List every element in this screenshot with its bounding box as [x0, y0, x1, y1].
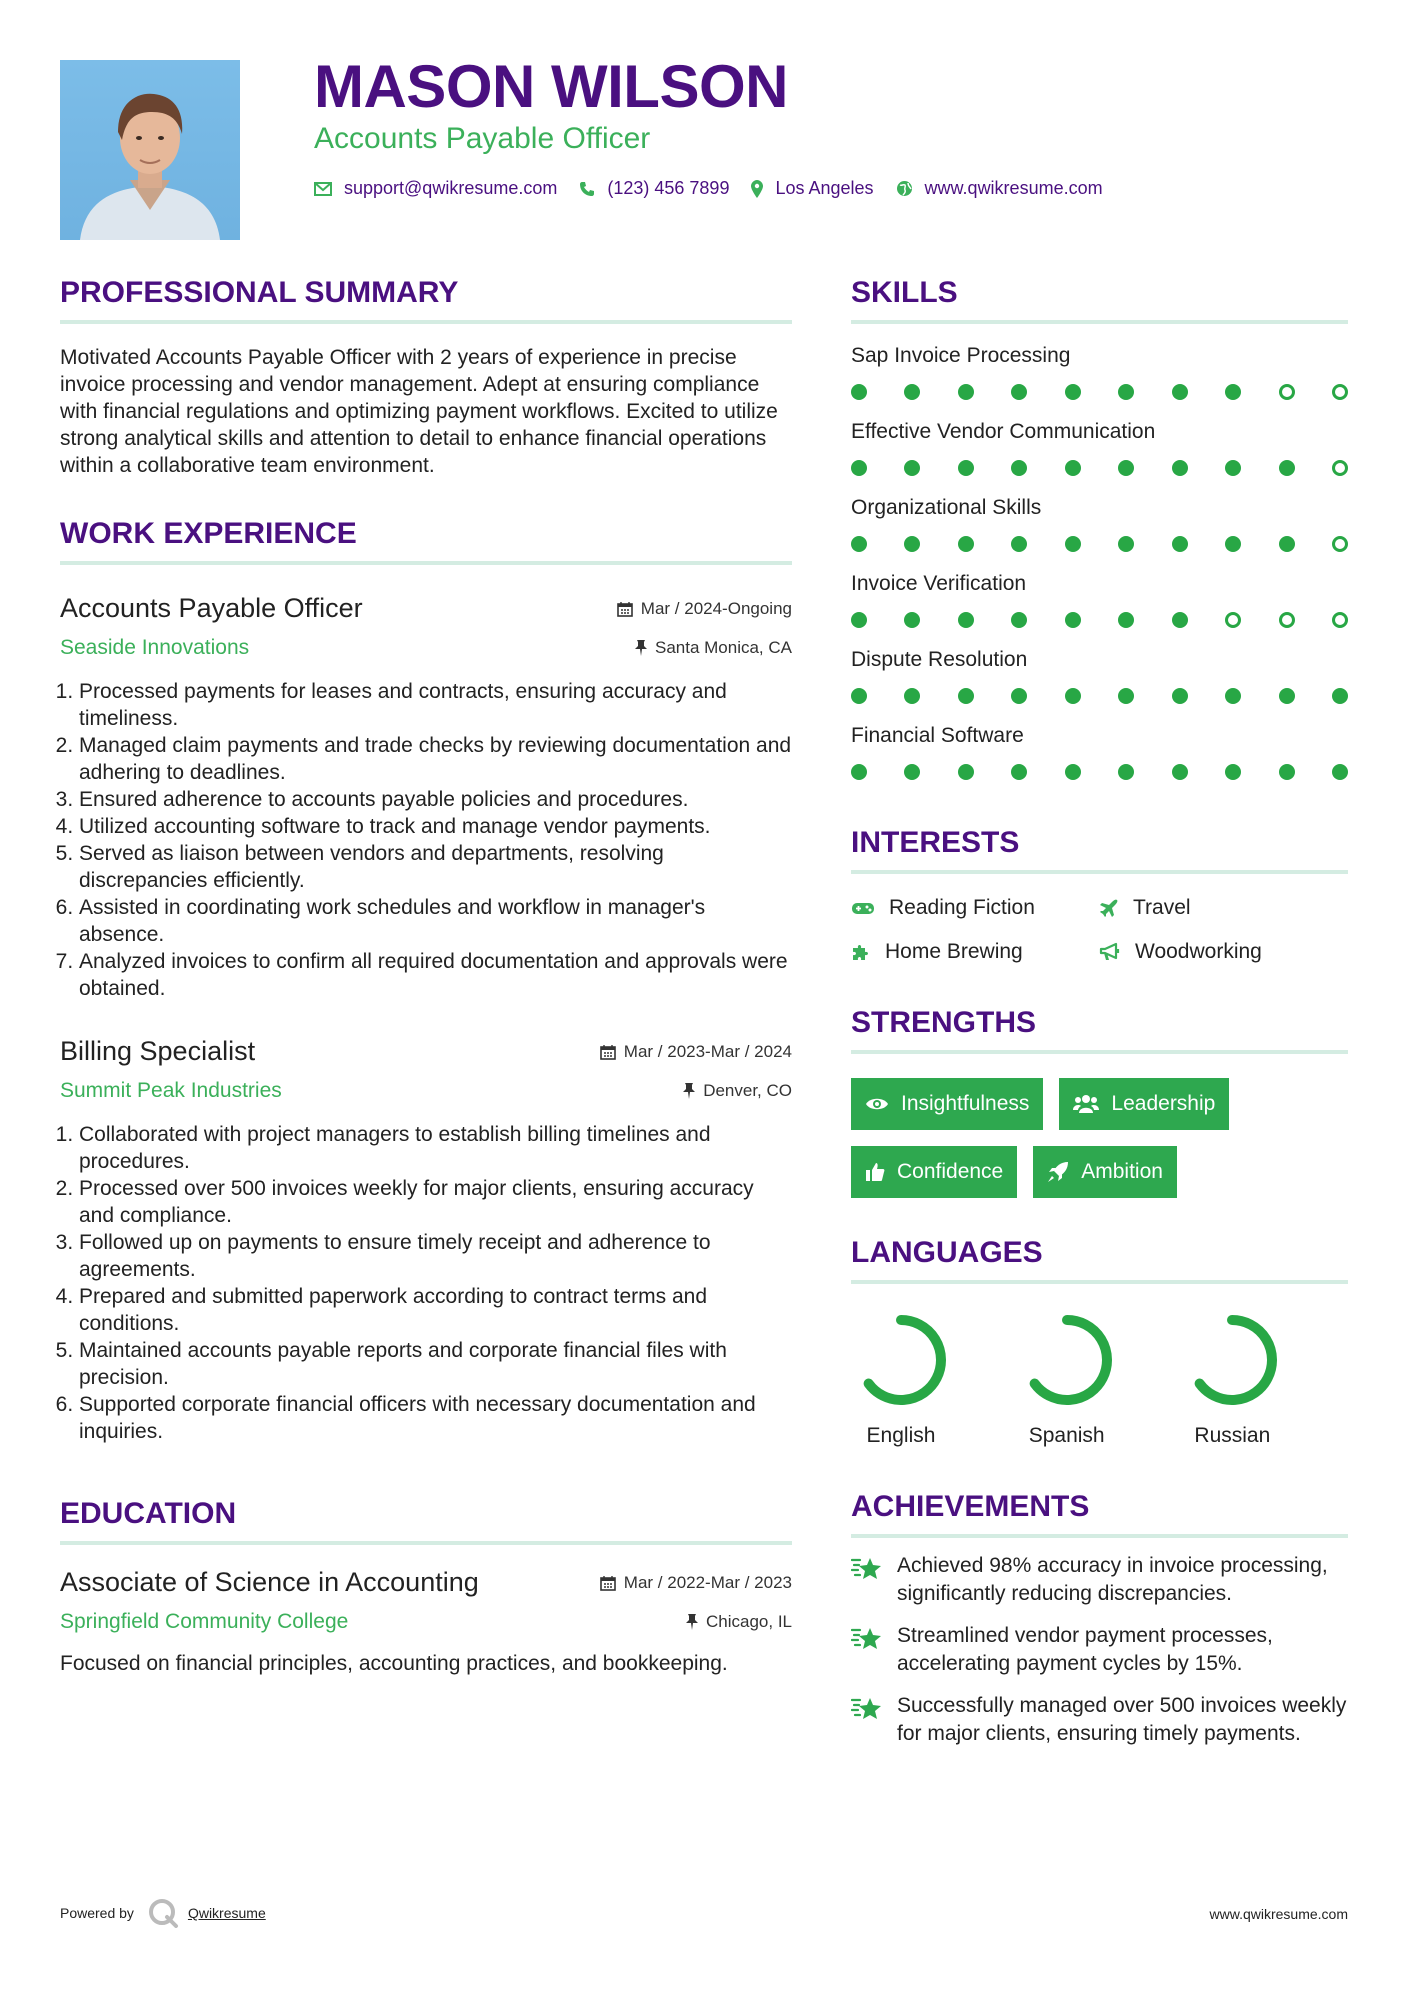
contact-website[interactable]	[896, 178, 1103, 199]
location-text: Los Angeles	[775, 178, 874, 198]
rating-dot-filled	[1065, 688, 1081, 704]
rating-dot-filled	[851, 688, 867, 704]
pushpin-icon	[683, 1083, 695, 1099]
rating-dot-filled	[958, 764, 974, 780]
strength-label: Insightfulness	[901, 1092, 1030, 1115]
rating-dot-filled	[1225, 460, 1241, 476]
skill-name: Financial Software	[851, 724, 1024, 747]
job-date-text: Mar / 2023-Mar / 2024	[623, 1042, 792, 1061]
achievement-item	[851, 1622, 1348, 1678]
powered-by-label: Powered by	[60, 1905, 134, 1921]
rating-dot-filled	[1172, 384, 1188, 400]
skill-rating	[851, 384, 1348, 400]
qwikresume-logo-icon	[148, 1898, 180, 1928]
rating-dot-filled	[904, 460, 920, 476]
globe-icon	[896, 180, 913, 197]
interest-item	[851, 896, 1099, 920]
language-gauge-arc	[869, 1320, 941, 1400]
education-entry	[60, 1567, 792, 1677]
rating-dot-filled	[1011, 384, 1027, 400]
skill-rating	[851, 764, 1348, 780]
rating-dot-empty	[1332, 384, 1348, 400]
rating-dot-filled	[958, 384, 974, 400]
skill-name: Organizational Skills	[851, 496, 1042, 519]
rating-dot-filled	[904, 536, 920, 552]
language-item	[851, 1310, 1017, 1448]
language-item	[1182, 1310, 1348, 1448]
rating-dot-filled	[851, 460, 867, 476]
rating-dot-filled	[1172, 460, 1188, 476]
calendar-icon	[600, 1044, 616, 1060]
skill-item	[851, 572, 1348, 628]
language-name: Russian	[1194, 1424, 1271, 1447]
language-name: Spanish	[1028, 1424, 1105, 1447]
strength-label: Confidence	[897, 1160, 1004, 1183]
bullet-item: 1. Processed payments for leases and contracts, ensuring accuracy and timeliness.	[79, 678, 792, 732]
rating-dot-filled	[958, 688, 974, 704]
rating-dot-filled	[851, 384, 867, 400]
rating-dot-filled	[1118, 460, 1134, 476]
bullet-item: 4. Utilized accounting software to track and manage vendor payments.	[79, 813, 792, 840]
rating-dot-filled	[1279, 460, 1295, 476]
skill-name: Dispute Resolution	[851, 648, 1028, 671]
rating-dot-filled	[1065, 536, 1081, 552]
rating-dot-filled	[1011, 536, 1027, 552]
plane-icon	[1099, 898, 1119, 918]
strengths-heading: STRENGTHS	[851, 1006, 1348, 1054]
candidate-title: Accounts Payable Officer	[314, 122, 651, 155]
strength-label: Ambition	[1081, 1160, 1163, 1183]
footer-powered-by	[60, 1898, 266, 1928]
rating-dot-filled	[1118, 764, 1134, 780]
rating-dot-filled	[851, 612, 867, 628]
language-item	[1017, 1310, 1183, 1448]
bullet-item: 4. Prepared and submitted paperwork according to contract terms and conditions.	[79, 1283, 792, 1337]
interest-label: Home Brewing	[885, 940, 1023, 963]
school-name: Springfield Community College	[60, 1610, 349, 1633]
users-icon	[1073, 1094, 1099, 1114]
map-pin-icon	[751, 180, 763, 198]
rating-dot-filled	[851, 536, 867, 552]
strength-badge	[851, 1146, 1017, 1198]
rating-dot-filled	[1279, 688, 1295, 704]
rocket-icon	[1047, 1161, 1069, 1183]
education-location-text: Chicago, IL	[706, 1612, 792, 1631]
bullet-item: 1. Collaborated with project managers to establish billing timelines and procedures.	[79, 1121, 792, 1175]
achievement-text: Successfully managed over 500 invoices weekly for major clients, ensuring timely payments.	[897, 1694, 1347, 1745]
job-date	[600, 1042, 792, 1062]
rating-dot-filled	[1172, 536, 1188, 552]
skills-list	[851, 344, 1348, 780]
rating-dot-filled	[1065, 612, 1081, 628]
rating-dot-filled	[1279, 536, 1295, 552]
rating-dot-empty	[1225, 612, 1241, 628]
rating-dot-filled	[1225, 688, 1241, 704]
shooting-star-icon	[851, 1624, 883, 1652]
rating-dot-empty	[1279, 612, 1295, 628]
job-title: Billing Specialist	[60, 1036, 256, 1066]
rating-dot-filled	[904, 384, 920, 400]
skill-name: Sap Invoice Processing	[851, 344, 1071, 367]
job-location	[683, 1081, 792, 1101]
interest-item	[1099, 940, 1348, 964]
interests-list	[851, 896, 1348, 964]
summary-heading: PROFESSIONAL SUMMARY	[60, 276, 792, 324]
job-location	[635, 638, 792, 658]
language-gauge	[1017, 1310, 1117, 1410]
envelope-icon	[314, 182, 332, 196]
rating-dot-filled	[1118, 536, 1134, 552]
job-bullets	[60, 1121, 792, 1445]
calendar-icon	[600, 1575, 616, 1591]
summary-text: Motivated Accounts Payable Officer with 2 years of experience in precise invoice processing and vendor management. Adept at ensuring compliance with financial regulations and optimizing payment workflows. Excited to utilize strong analytical skills and attention to detail to enhance financial operations within a collaborative team environment.	[60, 346, 778, 477]
bullet-item: 2. Managed claim payments and trade checks by reviewing documentation and adhering to deadlines.	[79, 732, 792, 786]
languages-heading: LANGUAGES	[851, 1236, 1348, 1284]
achievements-list	[851, 1552, 1348, 1748]
achievement-text: Achieved 98% accuracy in invoice processing, significantly reducing discrepancies.	[897, 1554, 1328, 1605]
education-date-text: Mar / 2022-Mar / 2023	[623, 1573, 792, 1592]
website-text: www.qwikresume.com	[924, 178, 1103, 198]
rating-dot-filled	[958, 612, 974, 628]
job-date-text: Mar / 2024-Ongoing	[640, 599, 792, 618]
strength-badge	[851, 1078, 1043, 1130]
degree-title: Associate of Science in Accounting	[60, 1567, 479, 1597]
footer-website[interactable]: www.qwikresume.com	[1209, 1906, 1348, 1922]
rating-dot-filled	[904, 612, 920, 628]
skill-name: Effective Vendor Communication	[851, 420, 1156, 443]
rating-dot-filled	[851, 764, 867, 780]
rating-dot-filled	[1118, 612, 1134, 628]
rating-dot-filled	[1065, 764, 1081, 780]
interest-label: Woodworking	[1135, 940, 1262, 963]
rating-dot-empty	[1332, 612, 1348, 628]
rating-dot-filled	[1011, 460, 1027, 476]
rating-dot-filled	[1332, 688, 1348, 704]
interest-label: Travel	[1133, 896, 1191, 919]
job-location-text: Santa Monica, CA	[654, 638, 792, 657]
bullet-item: 5. Served as liaison between vendors and departments, resolving discrepancies efficiently.	[79, 840, 792, 894]
shooting-star-icon	[851, 1694, 883, 1722]
pushpin-icon	[635, 640, 647, 656]
rating-dot-filled	[958, 536, 974, 552]
bullet-item: 5. Maintained accounts payable reports and corporate financial files with precision.	[79, 1337, 792, 1391]
education-description: Focused on financial principles, accounting practices, and bookkeeping.	[60, 1652, 728, 1675]
education-heading: EDUCATION	[60, 1497, 792, 1545]
calendar-icon	[617, 601, 633, 617]
job-entry	[60, 1036, 792, 1445]
rating-dot-empty	[1332, 536, 1348, 552]
strength-badge	[1033, 1146, 1177, 1198]
rating-dot-filled	[958, 460, 974, 476]
rating-dot-filled	[1118, 688, 1134, 704]
interests-heading: INTERESTS	[851, 826, 1348, 874]
bullet-item: 2. Processed over 500 invoices weekly for major clients, ensuring accuracy and compliance.	[79, 1175, 792, 1229]
skill-rating	[851, 688, 1348, 704]
interest-label: Reading Fiction	[889, 896, 1035, 919]
rating-dot-filled	[1011, 612, 1027, 628]
right-column	[851, 276, 1348, 1748]
skill-name: Invoice Verification	[851, 572, 1027, 595]
strength-label: Leadership	[1111, 1092, 1216, 1115]
education-date	[600, 1573, 792, 1593]
skill-rating	[851, 536, 1348, 552]
rating-dot-empty	[1279, 384, 1295, 400]
skill-rating	[851, 460, 1348, 476]
skill-item	[851, 724, 1348, 780]
rating-dot-filled	[1172, 764, 1188, 780]
bullet-item: 3. Followed up on payments to ensure timely receipt and adherence to agreements.	[79, 1229, 792, 1283]
contact-location	[751, 178, 873, 199]
phone-icon	[579, 181, 595, 197]
rating-dot-empty	[1332, 460, 1348, 476]
rating-dot-filled	[1332, 764, 1348, 780]
profile-photo	[60, 60, 240, 240]
language-gauge	[1182, 1310, 1282, 1410]
rating-dot-filled	[1011, 688, 1027, 704]
brand-link[interactable]: Qwikresume	[187, 1905, 266, 1921]
language-gauge	[851, 1310, 951, 1410]
language-gauge-arc	[1034, 1320, 1106, 1400]
skill-rating	[851, 612, 1348, 628]
candidate-name: MASON WILSON	[314, 53, 788, 120]
interest-item	[851, 940, 1099, 964]
language-gauge-arc	[1200, 1320, 1272, 1400]
skill-item	[851, 420, 1348, 476]
puzzle-icon	[851, 942, 871, 962]
rating-dot-filled	[904, 764, 920, 780]
rating-dot-filled	[1225, 764, 1241, 780]
strengths-list	[851, 1078, 1348, 1198]
bullet-item: 6. Assisted in coordinating work schedules and workflow in manager's absence.	[79, 894, 792, 948]
skills-heading: SKILLS	[851, 276, 1348, 324]
contact-phone[interactable]	[579, 178, 729, 199]
rating-dot-filled	[1065, 460, 1081, 476]
rating-dot-filled	[1011, 764, 1027, 780]
bullet-item: 6. Supported corporate financial officers with necessary documentation and inquiries.	[79, 1391, 792, 1445]
rating-dot-filled	[1065, 384, 1081, 400]
contact-email[interactable]	[314, 178, 557, 199]
rating-dot-filled	[1172, 612, 1188, 628]
email-text: support@qwikresume.com	[344, 178, 558, 198]
bullet-item: 7. Analyzed invoices to confirm all required documentation and approvals were obtained.	[79, 948, 792, 1002]
achievement-item	[851, 1552, 1348, 1608]
job-entry	[60, 593, 792, 1002]
job-date	[617, 599, 792, 619]
interest-item	[1099, 896, 1348, 920]
rating-dot-filled	[1225, 536, 1241, 552]
job-bullets	[60, 678, 792, 1002]
phone-text: (123) 456 7899	[607, 178, 730, 198]
rating-dot-filled	[1118, 384, 1134, 400]
achievement-item	[851, 1692, 1348, 1748]
shooting-star-icon	[851, 1554, 883, 1582]
gamepad-icon	[851, 900, 875, 916]
company-name: Summit Peak Industries	[60, 1079, 282, 1102]
job-title: Accounts Payable Officer	[60, 593, 363, 623]
eye-icon	[865, 1096, 889, 1112]
rating-dot-filled	[1172, 688, 1188, 704]
achievement-text: Streamlined vendor payment processes, accelerating payment cycles by 15%.	[897, 1624, 1273, 1675]
skill-item	[851, 496, 1348, 552]
left-column	[60, 276, 792, 1677]
languages-list	[851, 1310, 1348, 1448]
company-name: Seaside Innovations	[60, 636, 250, 659]
rating-dot-filled	[1225, 384, 1241, 400]
rating-dot-filled	[1279, 764, 1295, 780]
language-name: English	[866, 1424, 936, 1447]
thumbs-up-icon	[865, 1162, 885, 1182]
megaphone-icon	[1099, 942, 1121, 962]
rating-dot-filled	[904, 688, 920, 704]
job-location-text: Denver, CO	[703, 1081, 792, 1100]
strength-badge	[1059, 1078, 1229, 1130]
achievements-heading: ACHIEVEMENTS	[851, 1490, 1348, 1538]
education-location	[686, 1612, 792, 1632]
pushpin-icon	[686, 1614, 698, 1630]
skill-item	[851, 648, 1348, 704]
skill-item	[851, 344, 1348, 400]
experience-heading: WORK EXPERIENCE	[60, 517, 792, 565]
bullet-item: 3. Ensured adherence to accounts payable policies and procedures.	[79, 786, 792, 813]
contact-bar	[314, 178, 1125, 199]
